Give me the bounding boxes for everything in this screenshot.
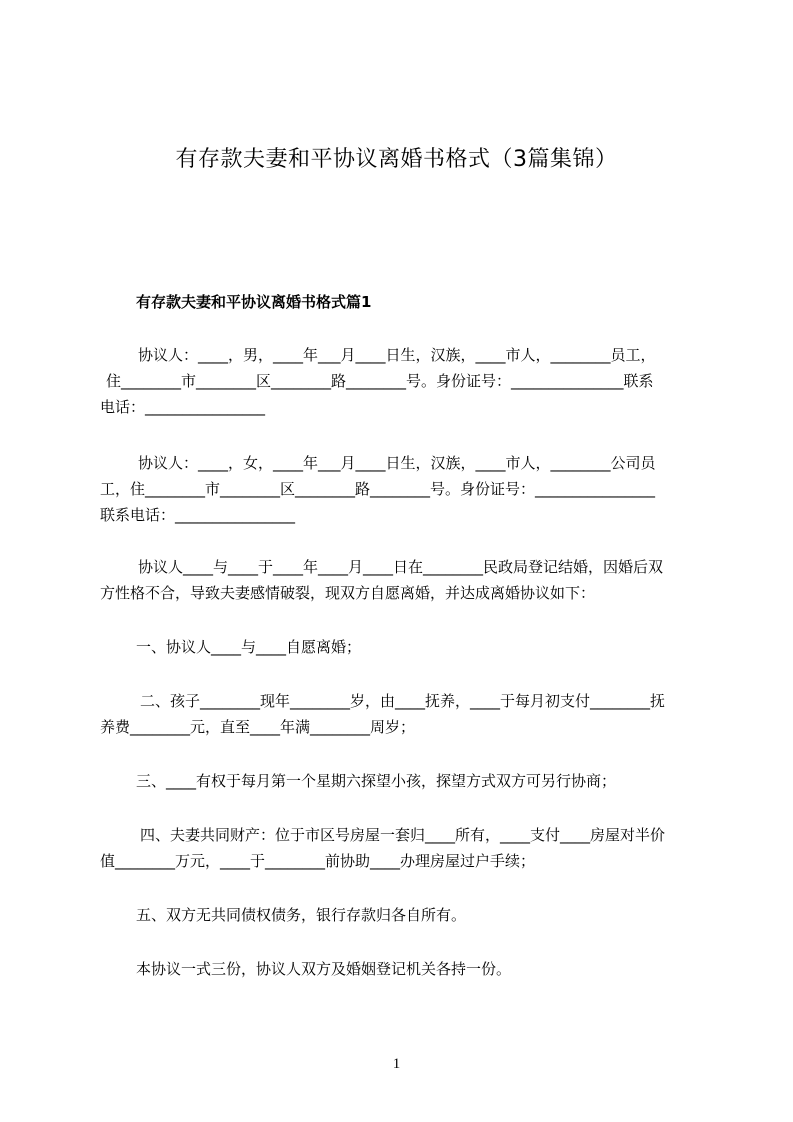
paragraph-line: 协议人：____，女，____年___月____日生，汉族，____市人，________公司员 (138, 454, 656, 472)
paragraph-party-male (100, 342, 703, 420)
paragraph-line: 本协议一式三份，协议人双方及婚姻登记机关各持一份。 (136, 960, 512, 978)
closing-statement (100, 956, 703, 982)
paragraph-line: 二、孩子________现年________岁，由____抚养，____于每月初支付________抚 (140, 692, 666, 710)
paragraph-line: 三、____有权于每月第一个星期六探望小孩，探望方式双方可另行协商； (136, 772, 617, 790)
clause-4 (100, 822, 703, 874)
paragraph-marriage-info (100, 554, 703, 606)
paragraph-line: 方性格不合，导致夫妻感情破裂，现双方自愿离婚，并达成离婚协议如下： (100, 584, 596, 602)
paragraph-line: 四、夫妻共同财产：位于市区号房屋一套归____所有，____支付____房屋对半价 (140, 826, 666, 844)
paragraph-line: 一、协议人____与____自愿离婚； (136, 638, 362, 656)
paragraph-line: 五、双方无共同债权债务，银行存款归各自所有。 (136, 906, 467, 924)
page-number: 1 (392, 1056, 401, 1072)
paragraph-line: 住________市________区________路________号。身份证号：_______________联系 (106, 372, 654, 390)
paragraph-line: 工，住________市________区________路________号。身份证号：________________ (100, 480, 656, 498)
document-title: 有存款夫妻和平协议离婚书格式（3篇集锦） (175, 147, 618, 172)
clause-1 (100, 634, 703, 660)
paragraph-line: 电话：________________ (100, 398, 266, 416)
paragraph-line: 值________万元，____于________前协助____办理房屋过户手续； (100, 852, 536, 870)
section-heading: 有存款夫妻和平协议离婚书格式篇1 (136, 293, 372, 311)
paragraph-line: 协议人：____，男，____年___月____日生，汉族，____市人，________员工， (138, 346, 656, 364)
clause-2 (100, 688, 703, 740)
clause-5 (100, 902, 703, 928)
paragraph-party-female (100, 450, 703, 528)
paragraph-line: 联系电话：________________ (100, 506, 296, 524)
clause-3 (100, 768, 703, 794)
paragraph-line: 养费________元，直至____年满________周岁； (100, 718, 416, 736)
paragraph-line: 协议人____与____于____年____月____日在________民政局登记结婚，因婚后双 (138, 558, 664, 576)
